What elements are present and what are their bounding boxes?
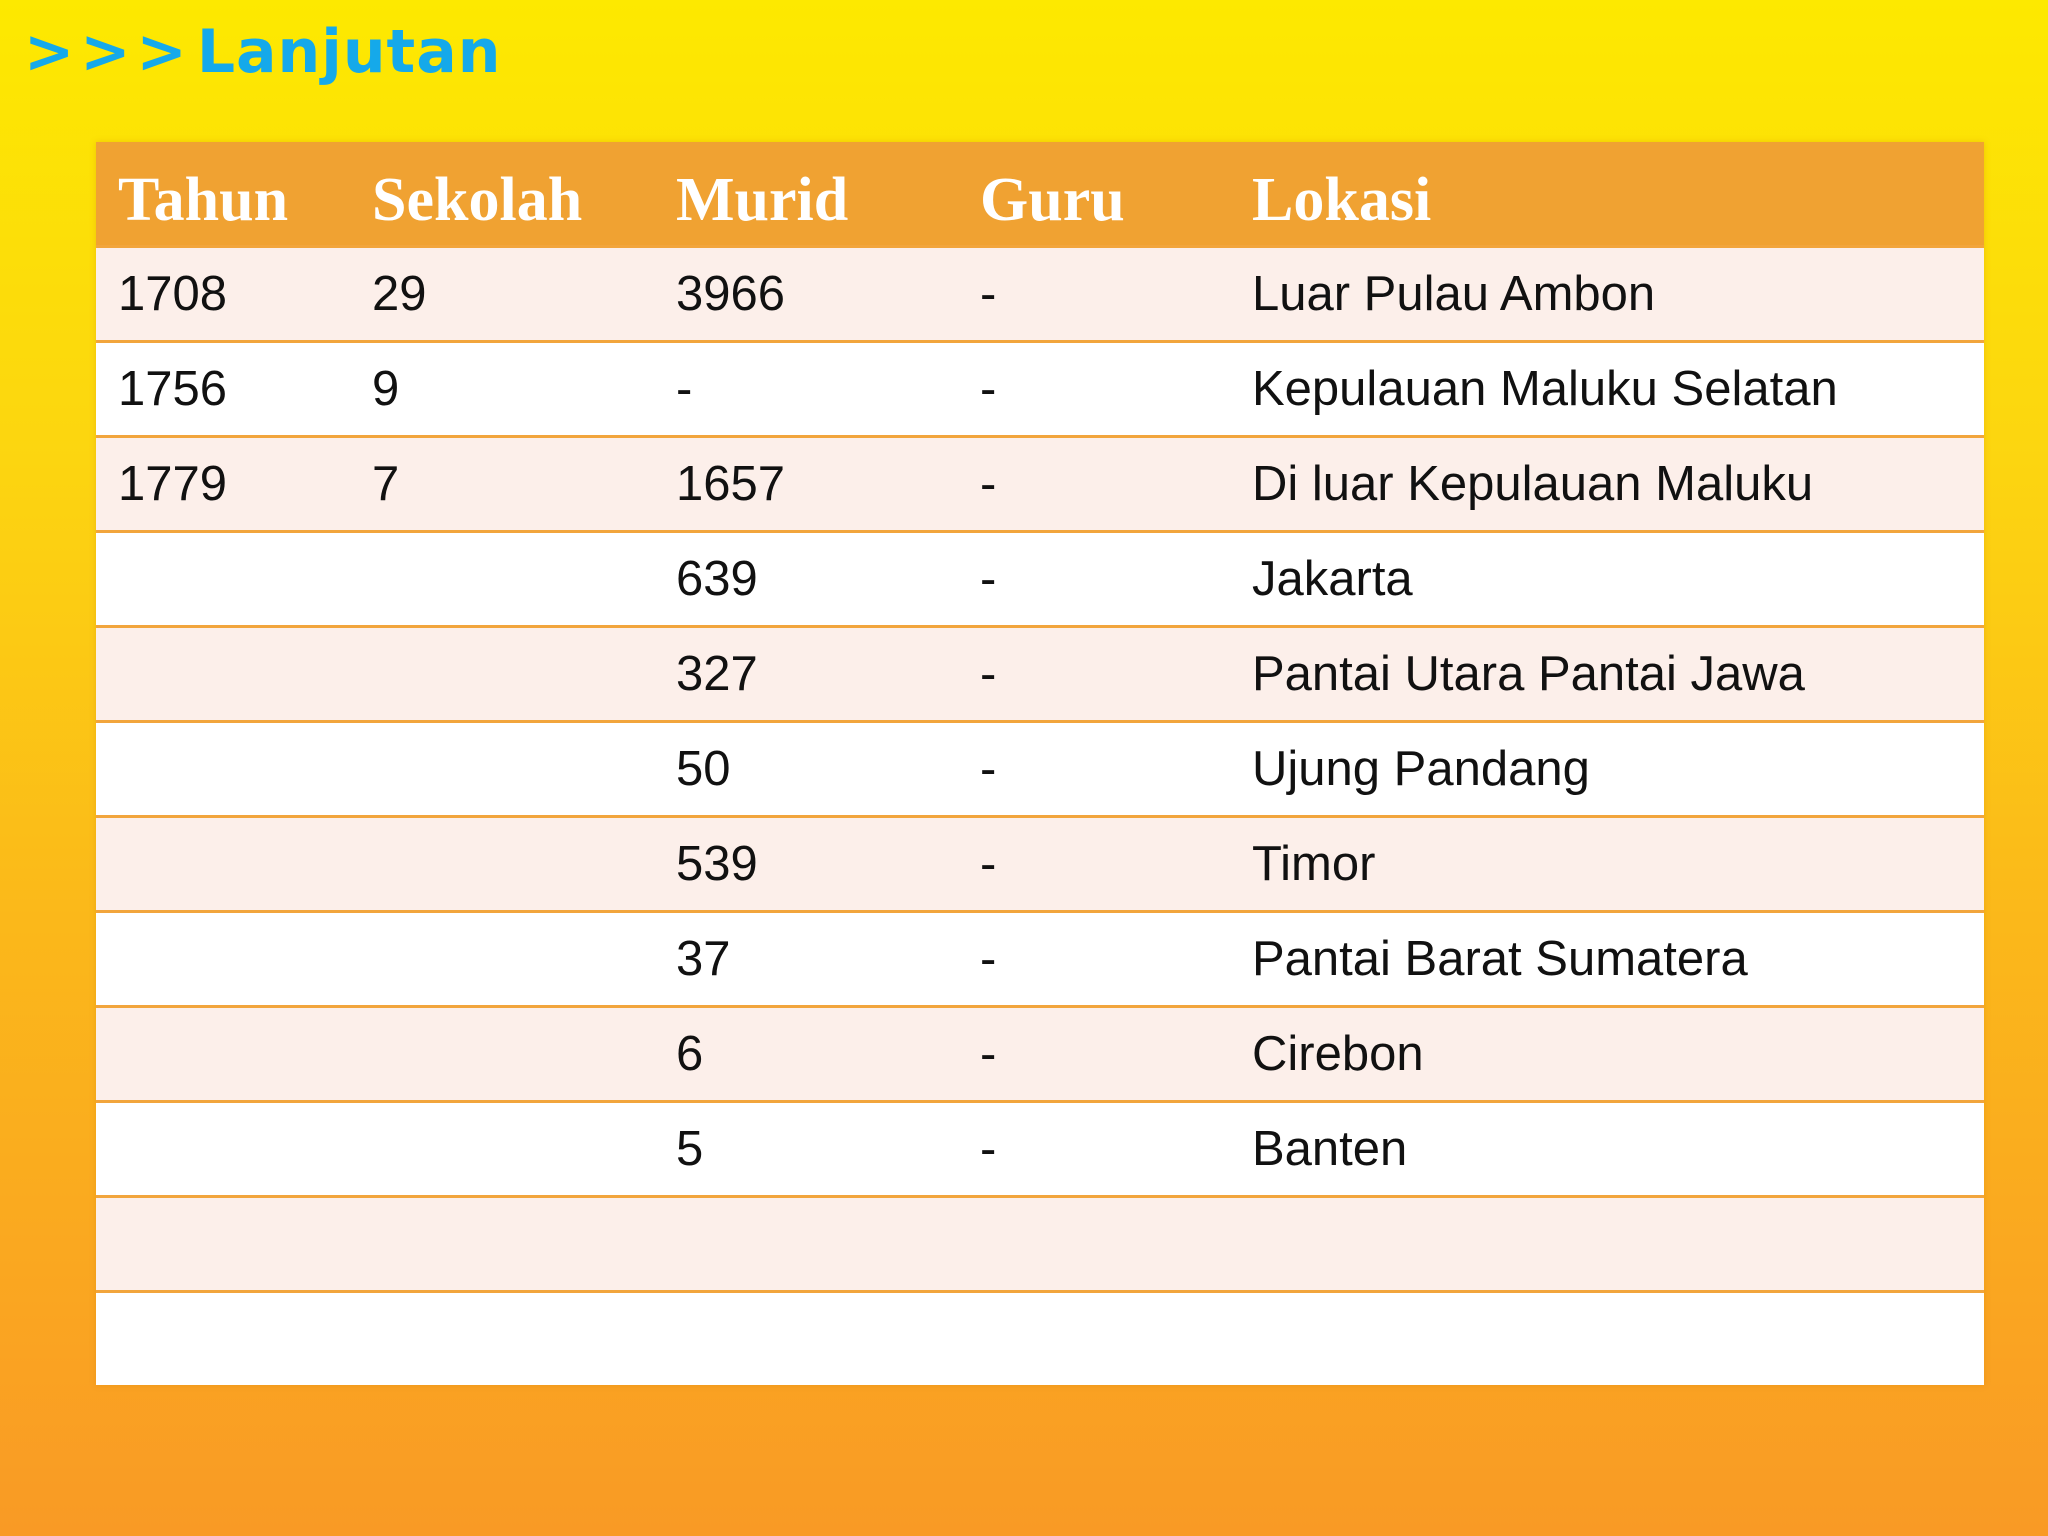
cell-tahun xyxy=(96,911,350,1006)
cell-guru: - xyxy=(958,911,1230,1006)
table-row xyxy=(96,1196,1984,1291)
cell-guru: - xyxy=(958,341,1230,436)
cell-sekolah: 9 xyxy=(350,341,654,436)
cell-murid: 639 xyxy=(654,531,958,626)
cell-sekolah xyxy=(350,626,654,721)
cell-sekolah xyxy=(350,1006,654,1101)
cell-lokasi: Banten xyxy=(1230,1101,1984,1196)
cell-tahun xyxy=(96,1006,350,1101)
header-lokasi: Lokasi xyxy=(1252,165,1432,234)
cell-murid: - xyxy=(654,341,958,436)
cell-lokasi: Jakarta xyxy=(1230,531,1984,626)
cell-guru xyxy=(958,1196,1230,1291)
cell-guru: - xyxy=(958,816,1230,911)
cell-sekolah xyxy=(350,721,654,816)
cell-lokasi: Pantai Utara Pantai Jawa xyxy=(1230,626,1984,721)
table-row xyxy=(96,531,1984,626)
cell-sekolah xyxy=(350,1196,654,1291)
cell-lokasi: Kepulauan Maluku Selatan xyxy=(1230,341,1984,436)
header-tahun: Tahun xyxy=(118,165,289,234)
cell-murid: 50 xyxy=(654,721,958,816)
table-row xyxy=(96,341,1984,436)
cell-murid: 6 xyxy=(654,1006,958,1101)
table-body xyxy=(96,246,1984,1385)
title-text: Lanjutan xyxy=(196,17,502,87)
cell-lokasi: Pantai Barat Sumatera xyxy=(1230,911,1984,1006)
cell-sekolah: 7 xyxy=(350,436,654,531)
cell-sekolah xyxy=(350,911,654,1006)
cell-murid: 539 xyxy=(654,816,958,911)
cell-sekolah xyxy=(350,1101,654,1196)
cell-tahun xyxy=(96,721,350,816)
cell-tahun xyxy=(96,626,350,721)
cell-tahun xyxy=(96,531,350,626)
table-row xyxy=(96,1291,1984,1385)
cell-lokasi xyxy=(1230,1291,1984,1385)
table-row xyxy=(96,816,1984,911)
cell-guru: - xyxy=(958,246,1230,341)
cell-sekolah xyxy=(350,531,654,626)
cell-lokasi: Ujung Pandang xyxy=(1230,721,1984,816)
cell-tahun: 1708 xyxy=(96,246,350,341)
cell-tahun xyxy=(96,1291,350,1385)
cell-guru xyxy=(958,1291,1230,1385)
cell-tahun xyxy=(96,1101,350,1196)
cell-tahun xyxy=(96,1196,350,1291)
cell-murid: 37 xyxy=(654,911,958,1006)
table-row xyxy=(96,626,1984,721)
table-header xyxy=(96,142,1984,246)
data-table-container xyxy=(96,142,1984,1385)
header-row xyxy=(96,142,1984,246)
cell-lokasi: Di luar Kepulauan Maluku xyxy=(1230,436,1984,531)
header-guru: Guru xyxy=(980,165,1125,234)
title-arrows: >>> xyxy=(24,17,193,87)
header-sekolah: Sekolah xyxy=(372,165,583,234)
cell-murid: 5 xyxy=(654,1101,958,1196)
cell-lokasi xyxy=(1230,1196,1984,1291)
header-murid: Murid xyxy=(676,165,849,234)
table-row xyxy=(96,721,1984,816)
cell-murid: 3966 xyxy=(654,246,958,341)
table-row xyxy=(96,911,1984,1006)
slide-title xyxy=(24,12,501,92)
cell-guru: - xyxy=(958,626,1230,721)
cell-tahun: 1756 xyxy=(96,341,350,436)
cell-murid: 327 xyxy=(654,626,958,721)
cell-murid xyxy=(654,1196,958,1291)
cell-murid xyxy=(654,1291,958,1385)
table-row xyxy=(96,1101,1984,1196)
cell-guru: - xyxy=(958,436,1230,531)
cell-guru: - xyxy=(958,721,1230,816)
table-row xyxy=(96,246,1984,341)
cell-lokasi: Cirebon xyxy=(1230,1006,1984,1101)
cell-guru: - xyxy=(958,531,1230,626)
cell-tahun xyxy=(96,816,350,911)
cell-guru: - xyxy=(958,1006,1230,1101)
table-row xyxy=(96,1006,1984,1101)
data-table xyxy=(96,142,1984,1385)
cell-lokasi: Timor xyxy=(1230,816,1984,911)
cell-sekolah xyxy=(350,1291,654,1385)
cell-murid: 1657 xyxy=(654,436,958,531)
cell-guru: - xyxy=(958,1101,1230,1196)
table-row xyxy=(96,436,1984,531)
cell-sekolah xyxy=(350,816,654,911)
cell-tahun: 1779 xyxy=(96,436,350,531)
cell-lokasi: Luar Pulau Ambon xyxy=(1230,246,1984,341)
cell-sekolah: 29 xyxy=(350,246,654,341)
